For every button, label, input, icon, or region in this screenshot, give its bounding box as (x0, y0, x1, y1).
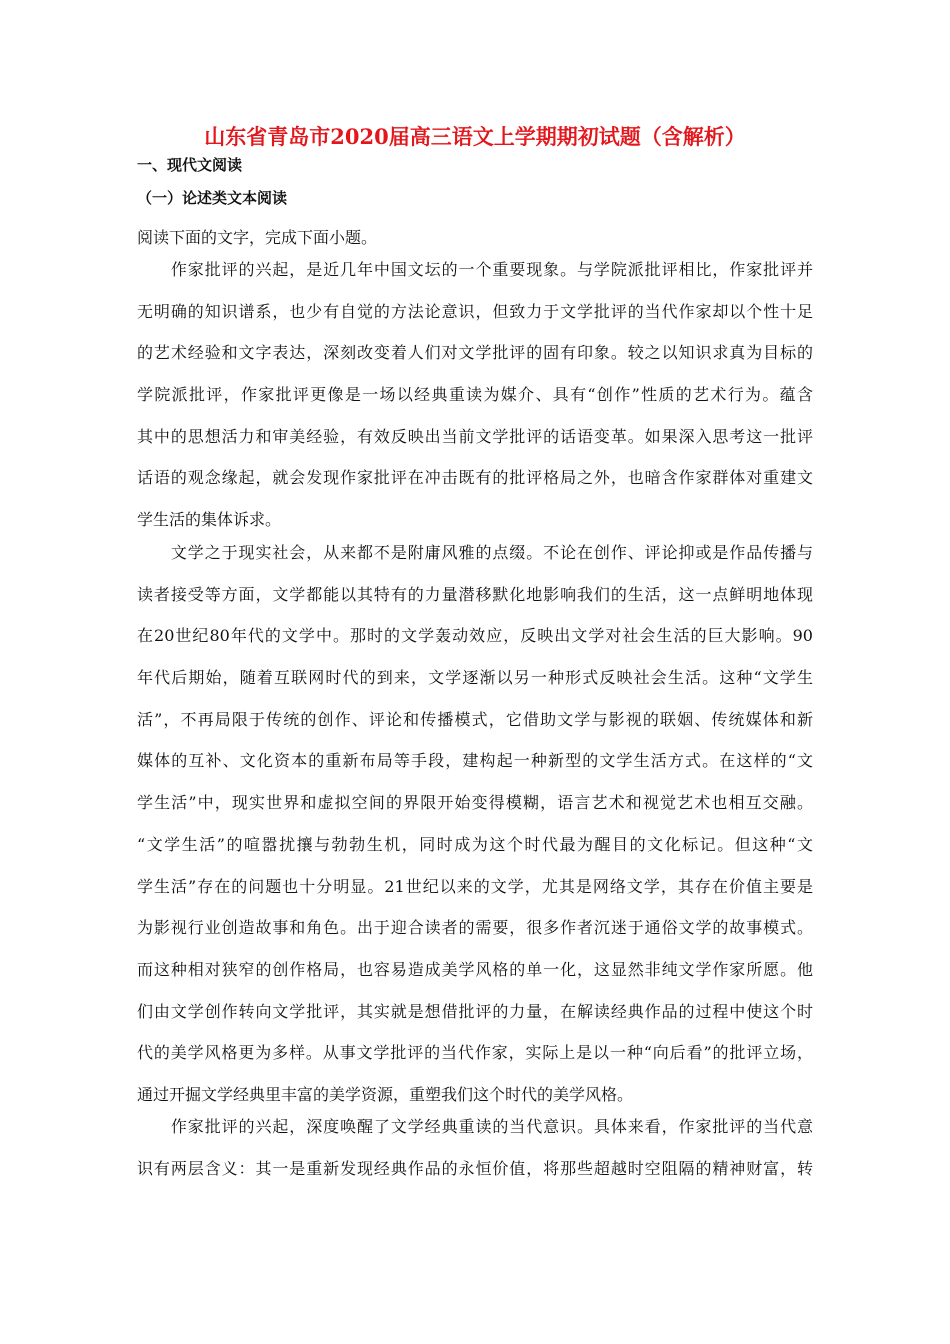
paragraph-3 (137, 1117, 813, 1200)
text-line: 学生活”中，现实世界和虚拟空间的界限开始变得模糊，语言艺术和视觉艺术也相互交融。 (137, 793, 813, 813)
text-line: 无明确的知识谱系，也少有自觉的方法论意识，但致力于文学批评的当代作家却以个性十足 (137, 301, 813, 321)
text-line: 们由文学创作转向文学批评，其实就是想借批评的力量，在解读经典作品的过程中使这个时 (137, 1001, 813, 1021)
text-line: 其中的思想活力和审美经验，有效反映出当前文学批评的话语变革。如果深入思考这一批评 (137, 426, 813, 446)
text-line: 学院派批评，作家批评更像是一场以经典重读为媒介、具有“创作”性质的艺术行为。蕴含 (137, 385, 813, 405)
text-line: 识有两层含义：其一是重新发现经典作品的永恒价值，将那些超越时空阻隔的精神财富，转 (137, 1158, 813, 1178)
text-line: 文学之于现实社会，从来都不是附庸风雅的点缀。不论在创作、评论抑或是作品传播与 (137, 543, 813, 562)
subsection-heading: （一）论述类文本阅读 (137, 189, 288, 207)
text-line: 通过开掘文学经典里丰富的美学资源，重塑我们这个时代的美学风格。 (137, 1084, 634, 1104)
text-line: 活”，不再局限于传统的创作、评论和传播模式，它借助文学与影视的联姻、传统媒体和新 (137, 709, 813, 729)
text-line: 年代后期始，随着互联网时代的到来，文学逐渐以另一种形式反映社会生活。这种“文学生 (137, 668, 813, 688)
text-line: 作家批评的兴起，是近几年中国文坛的一个重要现象。与学院派批评相比，作家批评并 (137, 260, 813, 279)
text-line: “文学生活”的喧嚣扰攘与勃勃生机，同时成为这个时代最为醒目的文化标记。但这种“文 (137, 834, 813, 854)
paragraph-2 (137, 543, 813, 1127)
text-line: 而这种相对狭窄的创作格局，也容易造成美学风格的单一化，这显然非纯文学作家所愿。他 (137, 959, 813, 979)
text-line: 作家批评的兴起，深度唤醒了文学经典重读的当代意识。具体来看，作家批评的当代意 (137, 1117, 813, 1136)
text-line: 为影视行业创造故事和角色。出于迎合读者的需要，很多作者沉迷于通俗文学的故事模式。 (137, 918, 813, 938)
text-line: 学生活”存在的问题也十分明显。21世纪以来的文学，尤其是网络文学，其存在价值主要是 (137, 876, 813, 896)
text-line: 的艺术经验和文字表达，深刻改变着人们对文学批评的固有印象。较之以知识求真为目标的 (137, 343, 813, 363)
paragraph-1 (137, 260, 813, 552)
reading-instruction: 阅读下面的文字，完成下面小题。 (137, 228, 378, 247)
text-line: 话语的观念缘起，就会发现作家批评在冲击既有的批评格局之外，也暗含作家群体对重建文 (137, 468, 813, 488)
text-line: 在20世纪80年代的文学中。那时的文学轰动效应，反映出文学对社会生活的巨大影响。90 (137, 626, 813, 646)
section-heading: 一、现代文阅读 (137, 156, 243, 174)
text-line: 学生活的集体诉求。 (137, 510, 282, 530)
document-title: 山东省青岛市2020届高三语文上学期期初试题（含解析） (204, 124, 746, 149)
text-line: 读者接受等方面，文学都能以其特有的力量潜移默化地影响我们的生活，这一点鲜明地体现 (137, 584, 813, 604)
text-line: 媒体的互补、文化资本的重新布局等手段，建构起一种新型的文学生活方式。在这样的“文 (137, 751, 813, 771)
text-line: 代的美学风格更为多样。从事文学批评的当代作家，实际上是以一种“向后看”的批评立场， (137, 1043, 813, 1063)
